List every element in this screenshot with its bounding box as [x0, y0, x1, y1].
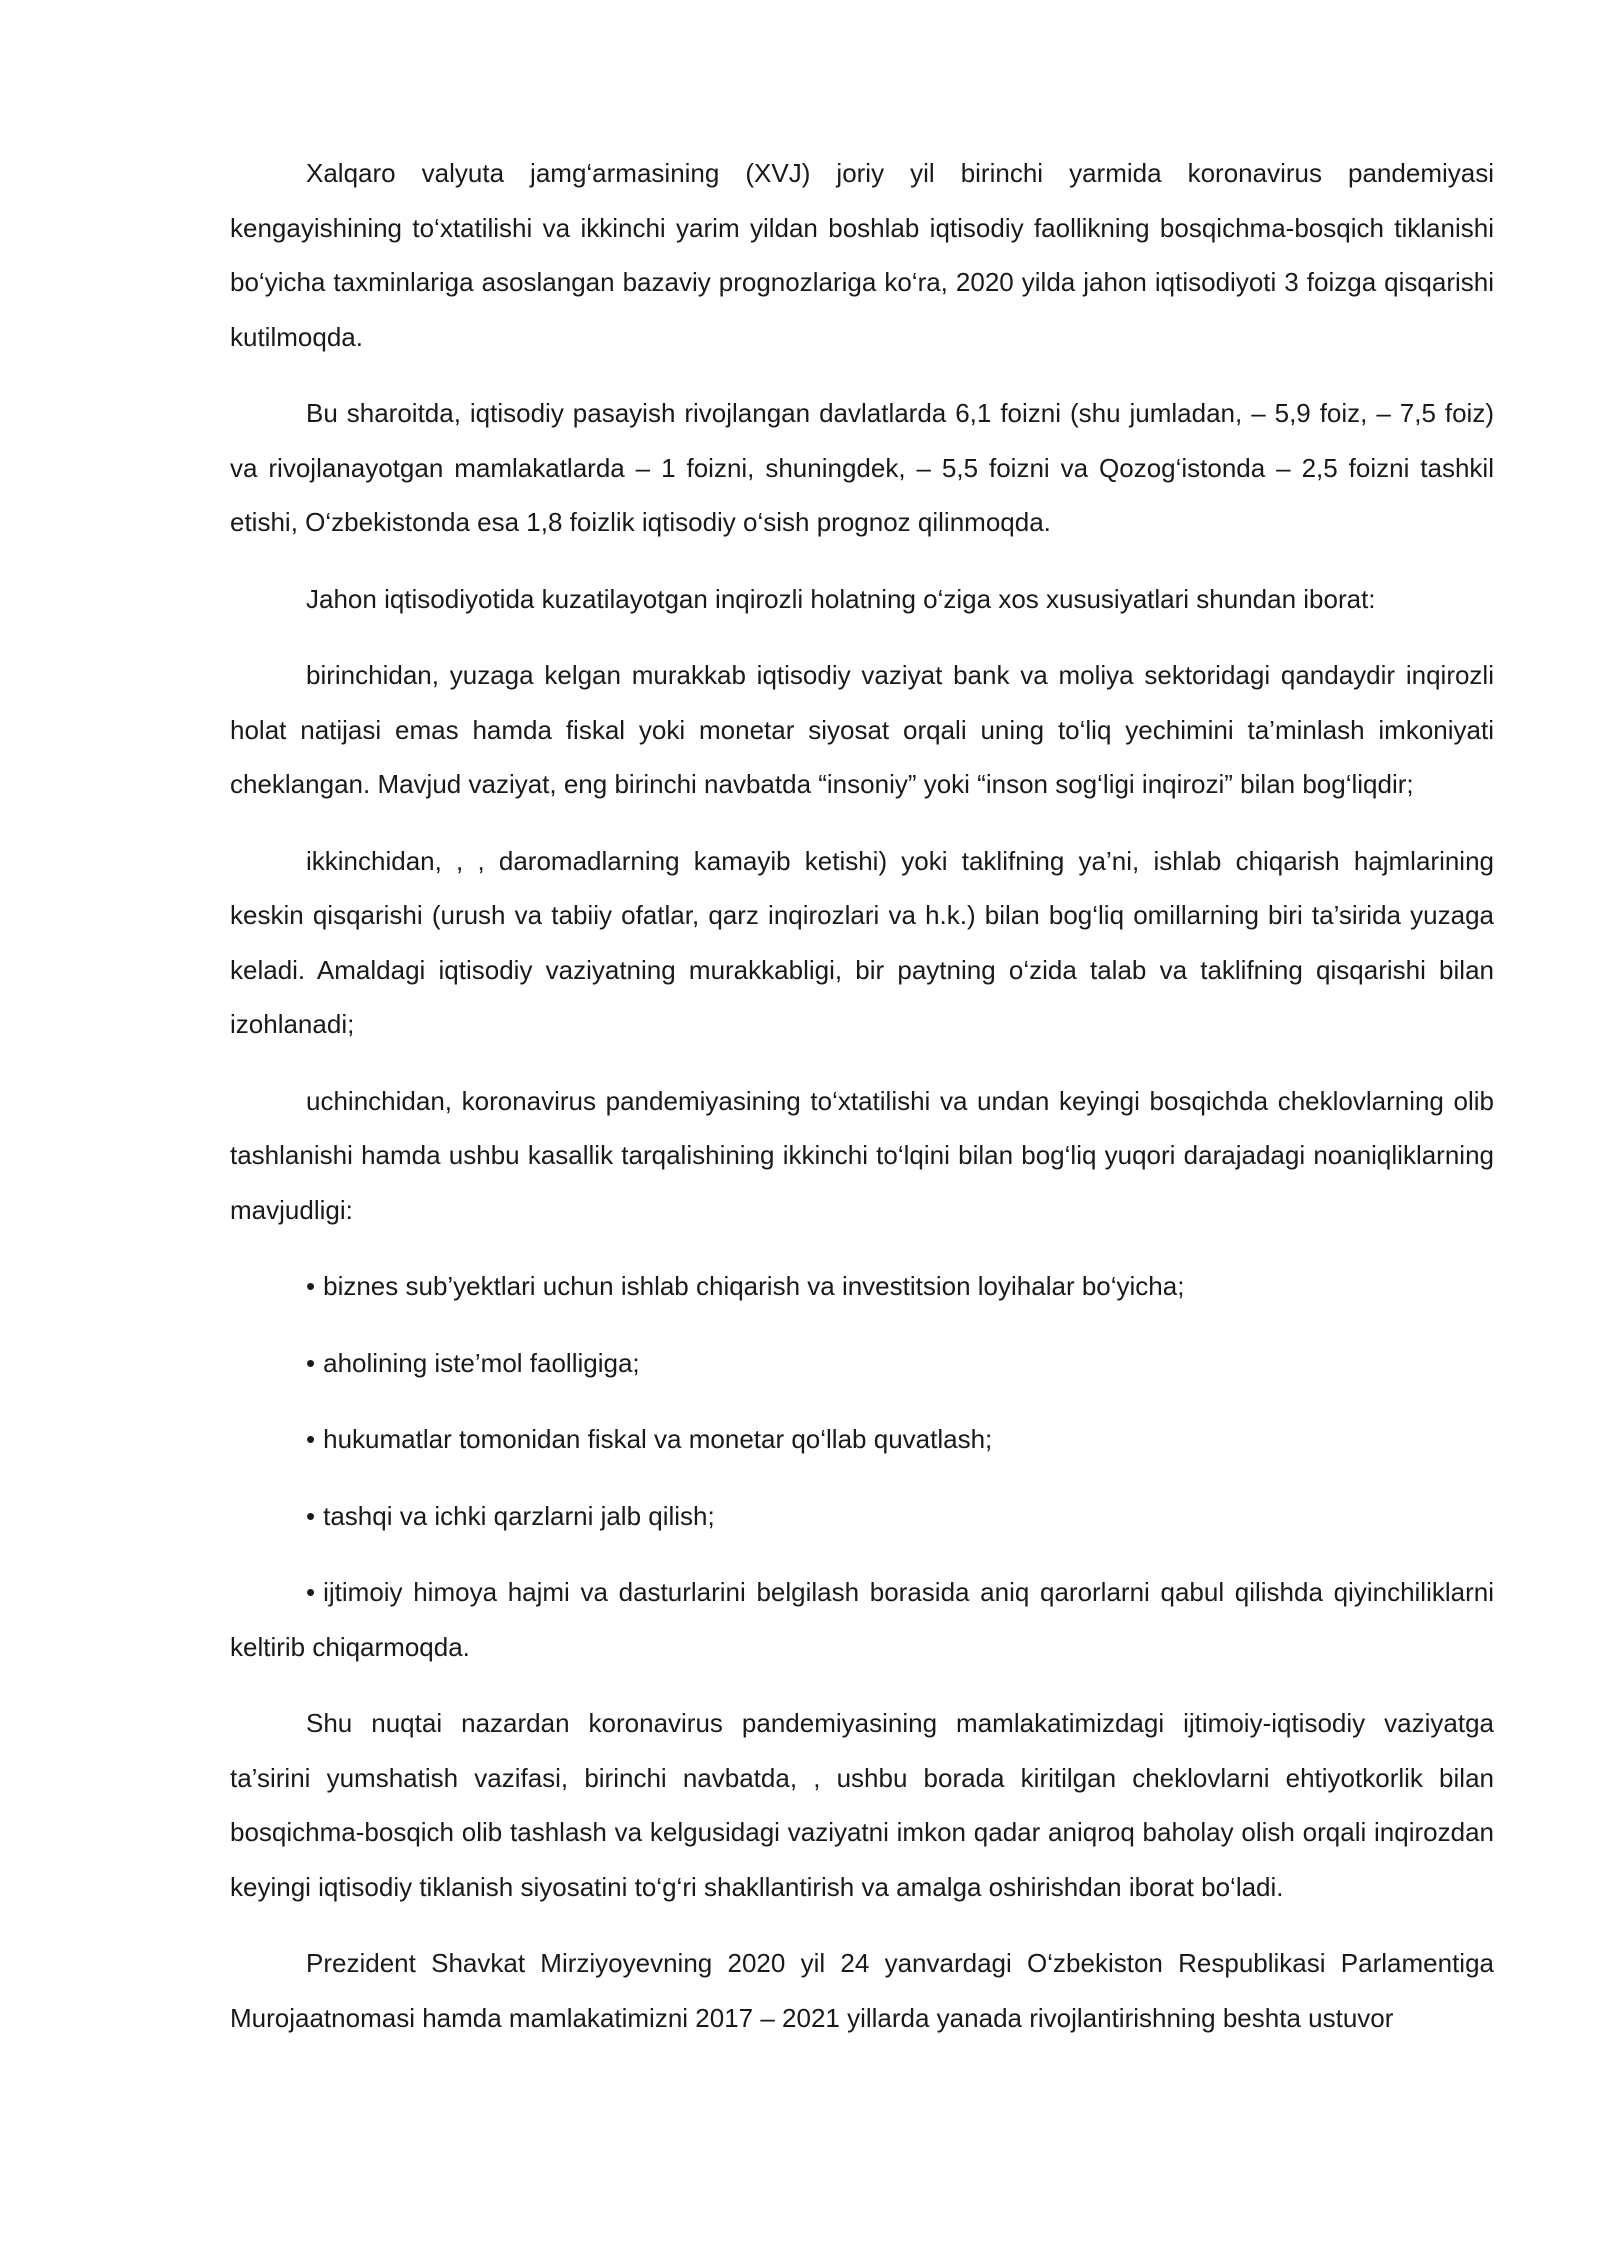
paragraph: Jahon iqtisodiyotida kuzatilayotgan inqirozli holatning o‘ziga xos xususiyatlari shundan iborat:: [306, 583, 1376, 614]
bullet-icon: •: [306, 1424, 316, 1454]
bullet-icon: •: [306, 1577, 316, 1607]
paragraph: ikkinchidan, , , daromadlarning kamayib ketishi) yoki taklifning ya’ni, ishlab chiqarish hajmlarining keskin qisqarishi (urush va tabiiy ofatlar, qarz inqirozlari va h.k.) bilan bog‘liq omillarning biri ta’sirida yuzaga keladi. Amaldagi iqtisodiy vaziyatning murakkabligi, bir paytning o‘zida talab va taklifning qisqarishi bilan izohlanadi;: [230, 845, 1494, 1039]
paragraph: birinchidan, yuzaga kelgan murakkab iqtisodiy vaziyat bank va moliya sektoridagi qandaydir inqirozli holat natijasi emas hamda fiskal yoki monetar siyosat orqali uning to‘liq yechimini ta’minlash imkoniyati cheklangan. Mavjud vaziyat, eng birinchi navbatda “insoniy” yoki “inson sog‘ligi inqirozi” bilan bog‘liqdir;: [230, 660, 1494, 799]
list-item: [230, 1259, 1494, 1314]
list-item-text: hukumatlar tomonidan fiskal va monetar qo‘llab quvatlash;: [323, 1424, 993, 1454]
document-page: [230, 146, 1494, 2067]
bullet-icon: •: [306, 1271, 316, 1301]
list-item-text: biznes sub’yektlari uchun ishlab chiqarish va investitsion loyihalar bo‘yicha;: [323, 1271, 1185, 1301]
list-item-text: ijtimoiy himoya hajmi va dasturlarini belgilash borasida aniq qarorlarni qabul qilishda qiyinchiliklarni keltirib chiqarmoqda.: [230, 1577, 1494, 1662]
paragraph: uchinchidan, koronavirus pandemiyasining to‘xtatilishi va undan keyingi bosqichda cheklovlarning olib tashlanishi hamda ushbu kasallik tarqalishining ikkinchi to‘lqini bilan bog‘liq yuqori darajadagi noaniqliklarning mavjudligi:: [230, 1085, 1494, 1225]
paragraph: Xalqaro valyuta jamg‘armasining (XVJ) joriy yil birinchi yarmida koronavirus pandemiyasi kengayishining to‘xtatilishi va ikkinchi yarim yildan boshlab iqtisodiy faollikning bosqichma-bosqich tiklanishi bo‘yicha taxminlariga asoslangan bazaviy prognozlariga ko‘ra, 2020 yilda jahon iqtisodiyoti 3 foizga qisqarishi kutilmoqda.: [230, 158, 1494, 352]
list-item: [230, 1565, 1494, 1674]
paragraph: Bu sharoitda, iqtisodiy pasayish rivojlangan davlatlarda 6,1 foizni (shu jumladan, – 5,9 foiz, – 7,5 foiz) va rivojlanayotgan mamlakatlarda – 1 foizni, shuningdek, – 5,5 foizni va Qozog‘istonda – 2,5 foizni tashkil etishi, O‘zbekistonda esa 1,8 foizlik iqtisodiy o‘sish prognoz qilinmoqda.: [230, 398, 1494, 537]
paragraph: Shu nuqtai nazardan koronavirus pandemiyasining mamlakatimizdagi ijtimoiy-iqtisodiy vaziyatga ta’sirini yumshatish vazifasi, birinchi navbatda, , ushbu borada kiritilgan cheklovlarni ehtiyotkorlik bilan bosqichma-bosqich olib tashlash va kelgusidagi vaziyatni imkon qadar aniqroq baholay olish orqali inqirozdan keyingi iqtisodiy tiklanish siyosatini to‘g‘ri shakllantirish va amalga oshirishdan iborat bo‘ladi.: [230, 1708, 1494, 1902]
list-item-text: tashqi va ichki qarzlarni jalb qilish;: [323, 1500, 715, 1531]
list-item-text: aholining iste’mol faolligiga;: [323, 1347, 640, 1378]
bullet-icon: •: [306, 1347, 316, 1378]
paragraph: Prezident Shavkat Mirziyoyevning 2020 yil 24 yanvardagi O‘zbekiston Respublikasi Parlamentiga Murojaatnomasi hamda mamlakatimizni 2017 – 2021 yillarda yanada rivojlantirishning beshta ustuvor: [230, 1948, 1494, 2033]
list-item: [230, 1336, 1494, 1391]
list-item: [230, 1489, 1494, 1544]
list-item: [230, 1412, 1494, 1467]
bullet-icon: •: [306, 1500, 316, 1531]
